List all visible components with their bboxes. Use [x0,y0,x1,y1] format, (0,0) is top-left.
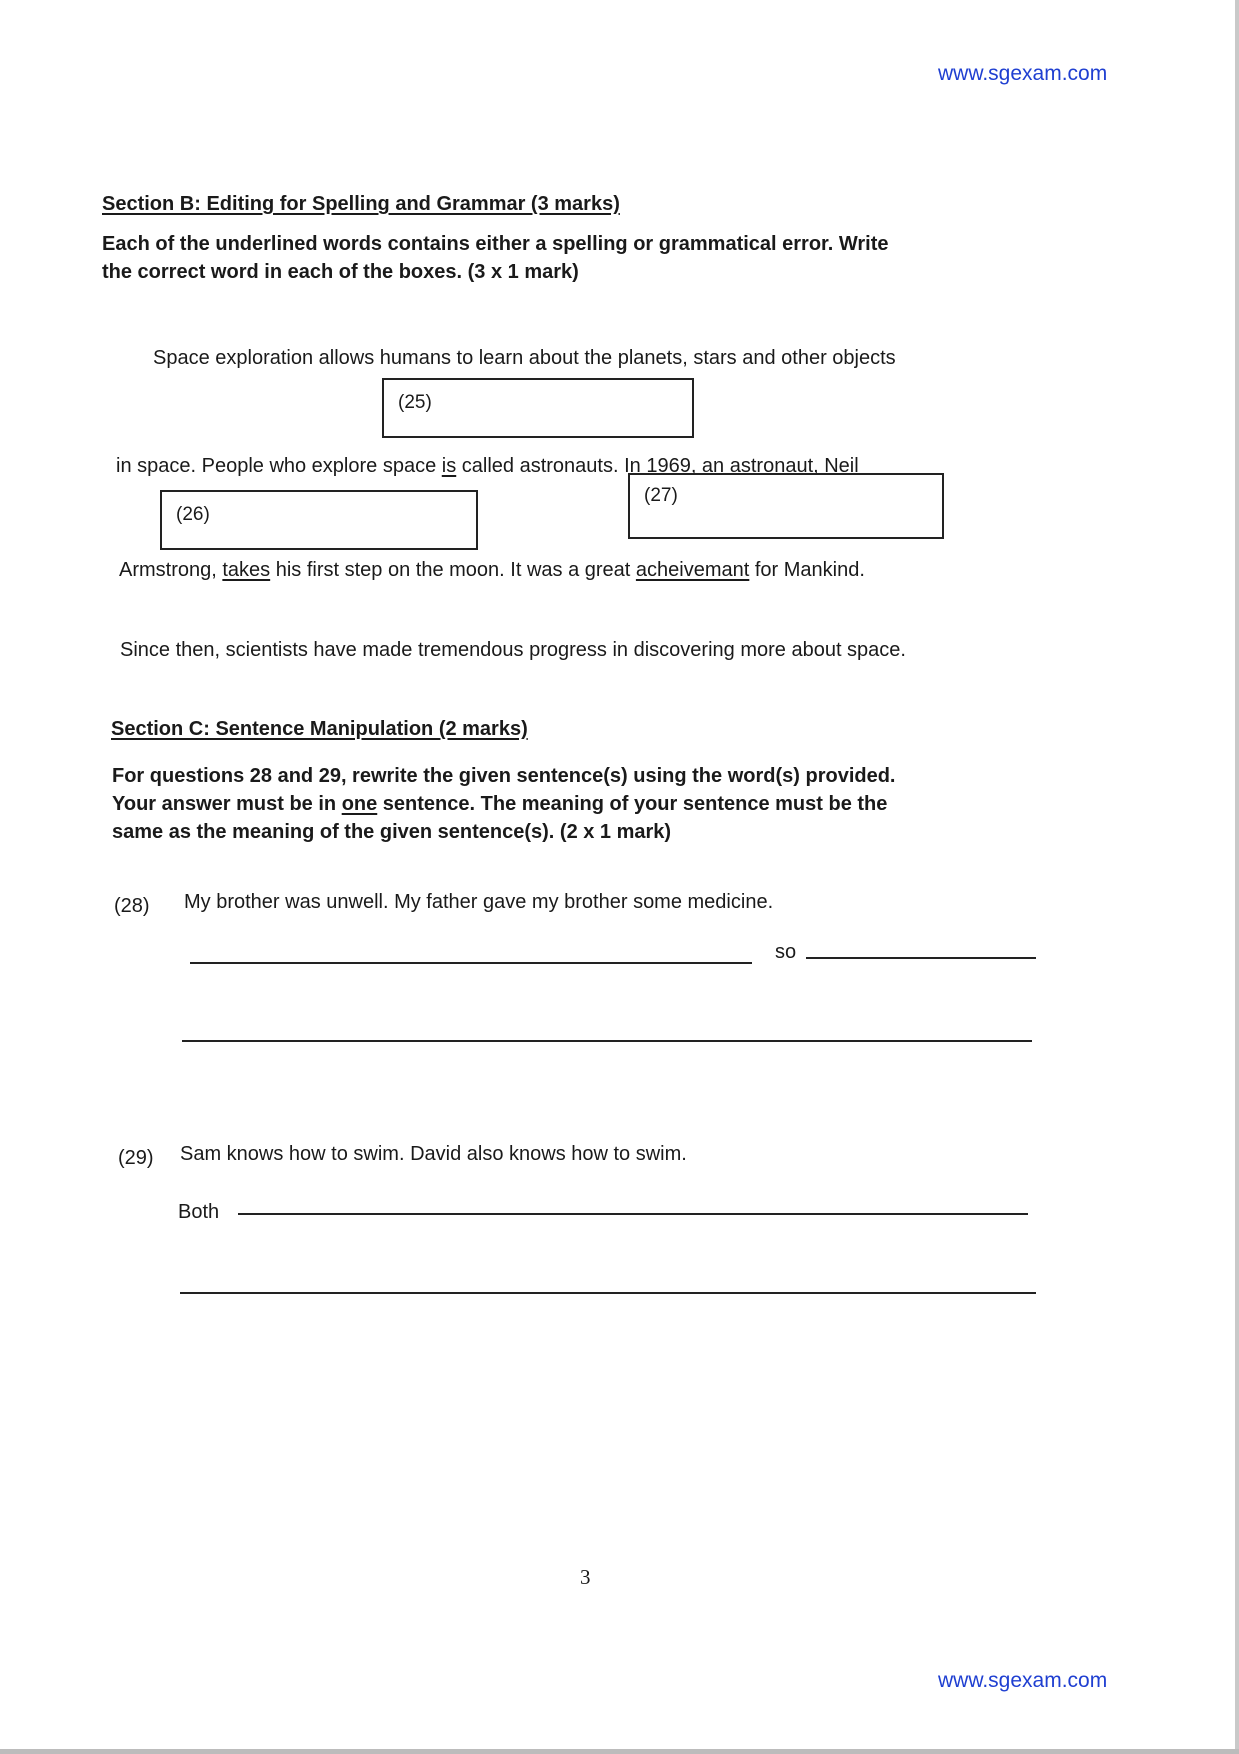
error-word-acheivemant: acheivemant [635,559,750,581]
passage-line-3-mid: his first step on the moon. It was a great [270,559,636,581]
passage-line-2-pre: in space. People who explore space [116,455,442,477]
passage-line-3 [119,558,865,582]
answer-box-27-label: (27) [644,485,678,506]
section-c-instruction-line2 [112,790,896,818]
question-29-answer-line-1[interactable] [238,1213,1028,1215]
section-c-title: Section C: Sentence Manipulation (2 marks) [111,718,528,740]
passage-line-1: Space exploration allows humans to learn about the planets, stars and other objects [153,347,896,369]
question-28-answer-line-1b[interactable] [806,957,1036,959]
section-c-instruction-line2-pre: Your answer must be in [112,793,342,815]
question-28-answer-line-2[interactable] [182,1040,1032,1042]
question-28-number: (28) [114,895,150,917]
error-word-takes: takes [222,559,271,581]
section-c-instruction-line2-post: sentence. The meaning of your sentence must be the [377,793,888,815]
section-b-instruction-line1: Each of the underlined words contains either a spelling or grammatical error. Write [102,233,889,255]
passage-line-3-pre: Armstrong, [119,559,223,581]
question-29-text: Sam knows how to swim. David also knows how to swim. [180,1143,687,1165]
scan-edge-right [1235,0,1239,1754]
answer-box-26-label: (26) [176,504,210,525]
section-c-instruction-line3: same as the meaning of the given sentence(s). (2 x 1 mark) [112,821,672,843]
section-c-instruction-line1: For questions 28 and 29, rewrite the given sentence(s) using the word(s) provided. [112,765,896,787]
answer-box-25[interactable] [382,378,694,438]
passage-line-3-post: for Mankind. [749,559,865,581]
section-c-instruction-one: one [341,793,378,815]
scan-edge-bottom [0,1749,1239,1754]
error-word-is: is [441,455,457,477]
question-29-answer-line-2[interactable] [180,1292,1036,1294]
section-b-instructions [102,230,888,286]
question-28-keyword: so [775,941,797,963]
passage-line-2-post: called astronauts. In 1969, an astronaut, Neil [456,455,859,477]
section-c-instructions [112,762,896,846]
question-29-number: (29) [118,1147,154,1169]
answer-box-25-label: (25) [398,392,432,413]
answer-box-27[interactable] [628,473,944,539]
section-b-instruction-line2: the correct word in each of the boxes. (3 x 1 mark) [102,261,579,283]
question-28-text: My brother was unwell. My father gave my brother some medicine. [184,891,774,913]
section-b-title: Section B: Editing for Spelling and Grammar (3 marks) [102,193,620,215]
question-28-answer-line-1a[interactable] [190,962,752,964]
question-29-keyword: Both [178,1201,220,1223]
footer-website-link[interactable]: www.sgexam.com [938,1669,1108,1692]
passage-line-4: Since then, scientists have made tremendous progress in discovering more about space. [120,639,906,661]
page-number: 3 [580,1565,591,1589]
answer-box-26[interactable] [160,490,478,550]
header-website-link[interactable]: www.sgexam.com [938,62,1108,85]
